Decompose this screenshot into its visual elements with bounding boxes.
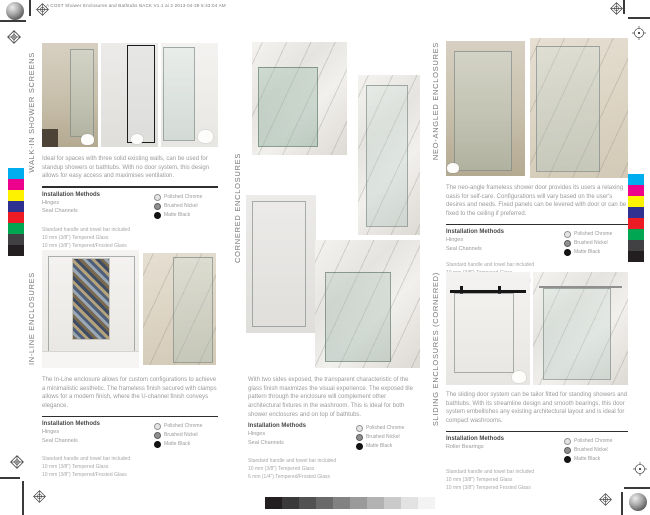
cmyk-color-bar-left (8, 168, 24, 256)
registration-diamond-icon (10, 455, 24, 474)
finish-swatch-matte-black (154, 212, 161, 219)
divider-rule (446, 224, 628, 226)
installation-methods-heading: Installation Methods (42, 421, 101, 428)
photo-group (446, 272, 628, 385)
registration-diamond-icon (610, 2, 623, 20)
crop-mark (623, 0, 625, 14)
spec-line: 10 mm (3/8") Tempered Glass (42, 234, 109, 241)
color-swatch (628, 196, 644, 207)
section-neo-angled-enclosures (446, 38, 628, 285)
glass-panel (454, 293, 514, 373)
section-description: With two sides exposed, the transparent characteristic of the glass finish maximizes the visual experience. The exposed tile pattern through the enclosure will complement other architectural fixtures in the washroom. This is ideal for both shower enclosures and on top of bathtubs. (248, 377, 413, 418)
finish-label: Brushed Nickel (574, 447, 608, 454)
black-framed-glass-panel (127, 45, 155, 143)
spec-line: 10 mm (3/8") Tempered Frosted Glass (446, 485, 531, 492)
gray-swatch (333, 497, 350, 509)
installation-methods-heading: Installation Methods (42, 191, 101, 198)
spec-list (446, 468, 628, 492)
color-swatch (628, 218, 644, 229)
legend-row (356, 442, 420, 451)
installation-method: Hinges (248, 431, 266, 438)
glass-panel (173, 257, 213, 363)
section-sliding-enclosures (446, 272, 628, 492)
section-cornered-enclosures (248, 42, 420, 481)
install-methods (446, 436, 504, 464)
glass-enclosure (258, 67, 318, 147)
toilet (512, 371, 526, 383)
finish-label: Polished Chrome (366, 425, 405, 432)
gray-swatch (299, 497, 316, 509)
registration-target-icon (632, 26, 646, 45)
installation-method: Seal Channels (42, 438, 78, 445)
install-info (42, 421, 218, 449)
photo-cornered-3 (246, 195, 316, 333)
installation-method: Seal Channels (42, 208, 78, 215)
spec-line: Standard handle and towel bar included (42, 456, 131, 463)
spec-line: Standard handle and towel bar included (446, 262, 535, 269)
installation-method: Seal Channels (446, 246, 482, 253)
neo-angle-glass (536, 46, 600, 172)
finish-swatch-polished-chrome (564, 231, 571, 238)
installation-method: Hinges (42, 429, 60, 436)
section-in-line-enclosures (42, 250, 218, 479)
install-methods (248, 423, 306, 451)
installation-method: Seal Channels (248, 440, 284, 447)
photo-walkin-1 (42, 43, 98, 147)
install-info (42, 192, 218, 220)
spec-line: 10 mm (3/8") Tempered Glass (446, 477, 513, 484)
install-info (446, 229, 628, 257)
photo-cornered-4 (315, 240, 420, 368)
install-methods (42, 192, 100, 220)
color-swatch (8, 212, 24, 223)
gray-swatch (350, 497, 367, 509)
crop-mark (0, 477, 20, 479)
photo-sliding-2 (533, 272, 628, 385)
section-description: The neo-angle frameless shower door provides its users a relaxing oasis for self-care. Configurations will vary based on the user's desires and needs. Fixed panels can be levered with door or can be fixed to the ceiling if preferred. (446, 185, 627, 218)
photo-neo-2 (530, 38, 628, 178)
legend-row (154, 211, 218, 220)
gray-swatch (316, 497, 333, 509)
calibration-sphere-icon (6, 2, 24, 20)
finish-label: Polished Chrome (574, 438, 613, 445)
section-title-sliding: SLIDING ENCLOSURES (CORNERED) (431, 272, 440, 427)
registration-diamond-icon (599, 493, 612, 511)
photo-walkin-2 (101, 43, 158, 147)
crop-mark (0, 20, 26, 22)
color-swatch (8, 245, 24, 256)
gray-swatch (282, 497, 299, 509)
section-description: The In-Line enclosure allows for custom configurations to achieve a minimalistic aesthetic. The frameless finish secured with clamps allows for a modern finish, where the U-channel finish conveys elegance. (42, 377, 217, 410)
spec-line: 10 mm (3/8") Tempered Glass (42, 464, 109, 471)
finish-swatch-polished-chrome (154, 423, 161, 430)
calibration-sphere-icon (629, 493, 647, 511)
finish-legend (154, 421, 218, 449)
spec-list (42, 455, 218, 479)
installation-methods-heading: Installation Methods (248, 423, 307, 430)
crop-mark (29, 0, 31, 16)
finish-swatch-brushed-nickel (356, 434, 363, 441)
glass-panel (366, 85, 408, 227)
divider-rule (446, 431, 628, 433)
section-title-in-line: IN-LINE ENCLOSURES (27, 272, 36, 366)
finish-legend (356, 423, 420, 451)
spec-line: 10 mm (3/8") Tempered/Frosted Glass (42, 472, 127, 479)
section-description: The sliding door system can be tailor fitted for standing showers and bathtubs. With its streamline design and smooth bearings, this door system embellishes any existing architectural layout and is ideal for compact washrooms. (446, 392, 628, 425)
print-slug-line: A COST Shower Enclosures and Bathtubs BACK V1.1 ai 2 2013-04-28 5:43:04 AM (46, 3, 226, 8)
registration-diamond-icon (7, 30, 21, 49)
crop-mark (22, 481, 24, 515)
finish-label: Polished Chrome (164, 193, 203, 200)
gray-swatch (401, 497, 418, 509)
neo-angle-glass (454, 51, 512, 171)
photo-cornered-2 (358, 75, 420, 235)
glass-panel (543, 288, 611, 380)
color-swatch (628, 207, 644, 218)
spec-line: 10 mm (3/8") Tempered/Frosted Glass (42, 242, 127, 249)
color-swatch (8, 190, 24, 201)
section-description: Ideal for spaces with three solid existing walls, can be used for standup showers or bathtubs. With no door system, this design allows for easy access and maximises ventilation. (42, 156, 210, 180)
gray-swatch (265, 497, 282, 509)
installation-methods-heading: Installation Methods (446, 436, 505, 443)
spec-line: 6 mm (1/4") Tempered/Frosted Glass (248, 474, 330, 481)
section-title-walk-in: WALK-IN SHOWER SCREENS (27, 52, 36, 173)
legend-row (564, 248, 628, 257)
spec-line: Standard handle and towel bar included (42, 226, 131, 233)
finish-label: Polished Chrome (574, 231, 613, 238)
cmyk-color-bar-right (628, 174, 644, 262)
photo-sliding-1 (446, 272, 530, 385)
color-swatch (628, 185, 644, 196)
finish-swatch-polished-chrome (564, 438, 571, 445)
gray-swatch (367, 497, 384, 509)
finish-label: Matte Black (366, 443, 393, 450)
legend-row (154, 440, 218, 449)
crop-mark (628, 17, 650, 19)
color-swatch (628, 251, 644, 262)
legend-row (154, 422, 218, 431)
finish-legend (154, 192, 218, 220)
glass-enclosure (325, 272, 391, 362)
glass-panel (252, 201, 306, 327)
registration-diamond-icon (33, 490, 46, 508)
color-swatch (8, 234, 24, 245)
photo-neo-1 (446, 41, 525, 176)
color-swatch (8, 179, 24, 190)
glass-panel (70, 49, 94, 137)
legend-row (564, 455, 628, 464)
install-methods (42, 421, 100, 449)
photo-group (42, 250, 218, 368)
finish-swatch-matte-black (564, 456, 571, 463)
installation-method: Roller Bearings (446, 444, 484, 451)
gray-swatch (384, 497, 401, 509)
install-methods (446, 229, 504, 257)
finish-label: Matte Black (574, 456, 601, 463)
finish-swatch-matte-black (356, 443, 363, 450)
color-swatch (628, 174, 644, 185)
legend-row (564, 230, 628, 239)
finish-label: Matte Black (574, 249, 601, 256)
photo-group (446, 38, 628, 178)
finish-legend (564, 436, 628, 464)
spec-list (248, 457, 420, 481)
finish-label: Brushed Nickel (366, 434, 400, 441)
spec-line: Standard handle and towel bar included (446, 469, 535, 476)
photo-group (248, 42, 420, 368)
finish-label: Polished Chrome (164, 423, 203, 430)
finish-label: Matte Black (164, 441, 191, 448)
color-swatch (8, 168, 24, 179)
color-swatch (8, 201, 24, 212)
registration-diamond-icon (36, 3, 49, 21)
finish-label: Brushed Nickel (164, 202, 198, 209)
section-walk-in-shower-screens (42, 43, 218, 250)
legend-row (564, 446, 628, 455)
color-swatch (628, 229, 644, 240)
section-title-neo-angled: NEO-ANGLED ENCLOSURES (431, 42, 440, 161)
photo-inline-2 (143, 253, 216, 365)
grayscale-calibration-bar (265, 497, 435, 509)
spec-line: Standard handle and towel bar included (248, 458, 337, 465)
finish-swatch-brushed-nickel (154, 203, 161, 210)
registration-target-icon (633, 462, 647, 481)
glass-panel (163, 47, 195, 141)
installation-method: Hinges (42, 199, 60, 206)
legend-row (356, 433, 420, 442)
legend-row (564, 437, 628, 446)
finish-legend (564, 229, 628, 257)
divider-rule (42, 186, 218, 188)
bathtub (42, 351, 139, 368)
photo-walkin-3 (161, 43, 218, 147)
legend-row (154, 193, 218, 202)
divider-rule (42, 416, 218, 418)
finish-swatch-matte-black (154, 441, 161, 448)
installation-method: Hinges (446, 237, 464, 244)
installation-methods-heading: Installation Methods (446, 229, 505, 236)
photo-row (42, 43, 218, 147)
install-info (248, 423, 420, 451)
color-swatch (628, 240, 644, 251)
finish-swatch-polished-chrome (154, 194, 161, 201)
toilet (81, 134, 94, 145)
legend-row (154, 431, 218, 440)
toilet (447, 163, 459, 173)
spec-list (42, 226, 218, 250)
finish-label: Brushed Nickel (164, 432, 198, 439)
glass-panel (48, 256, 135, 352)
finish-swatch-brushed-nickel (564, 240, 571, 247)
gray-swatch (418, 497, 435, 509)
photo-inline-1 (42, 250, 139, 368)
finish-swatch-polished-chrome (356, 425, 363, 432)
legend-row (356, 424, 420, 433)
photo-cornered-1 (252, 42, 347, 155)
section-title-cornered: CORNERED ENCLOSURES (233, 153, 242, 263)
finish-swatch-brushed-nickel (154, 432, 161, 439)
vanity (42, 129, 58, 147)
legend-row (564, 239, 628, 248)
legend-row (154, 202, 218, 211)
finish-label: Brushed Nickel (574, 240, 608, 247)
toilet (198, 130, 213, 143)
finish-swatch-matte-black (564, 249, 571, 256)
finish-label: Matte Black (164, 211, 191, 218)
spec-line: 10 mm (3/8") Tempered Glass (248, 466, 315, 473)
crop-mark (621, 492, 623, 515)
color-swatch (8, 223, 24, 234)
install-info (446, 436, 628, 464)
toilet (131, 134, 143, 144)
finish-swatch-brushed-nickel (564, 447, 571, 454)
